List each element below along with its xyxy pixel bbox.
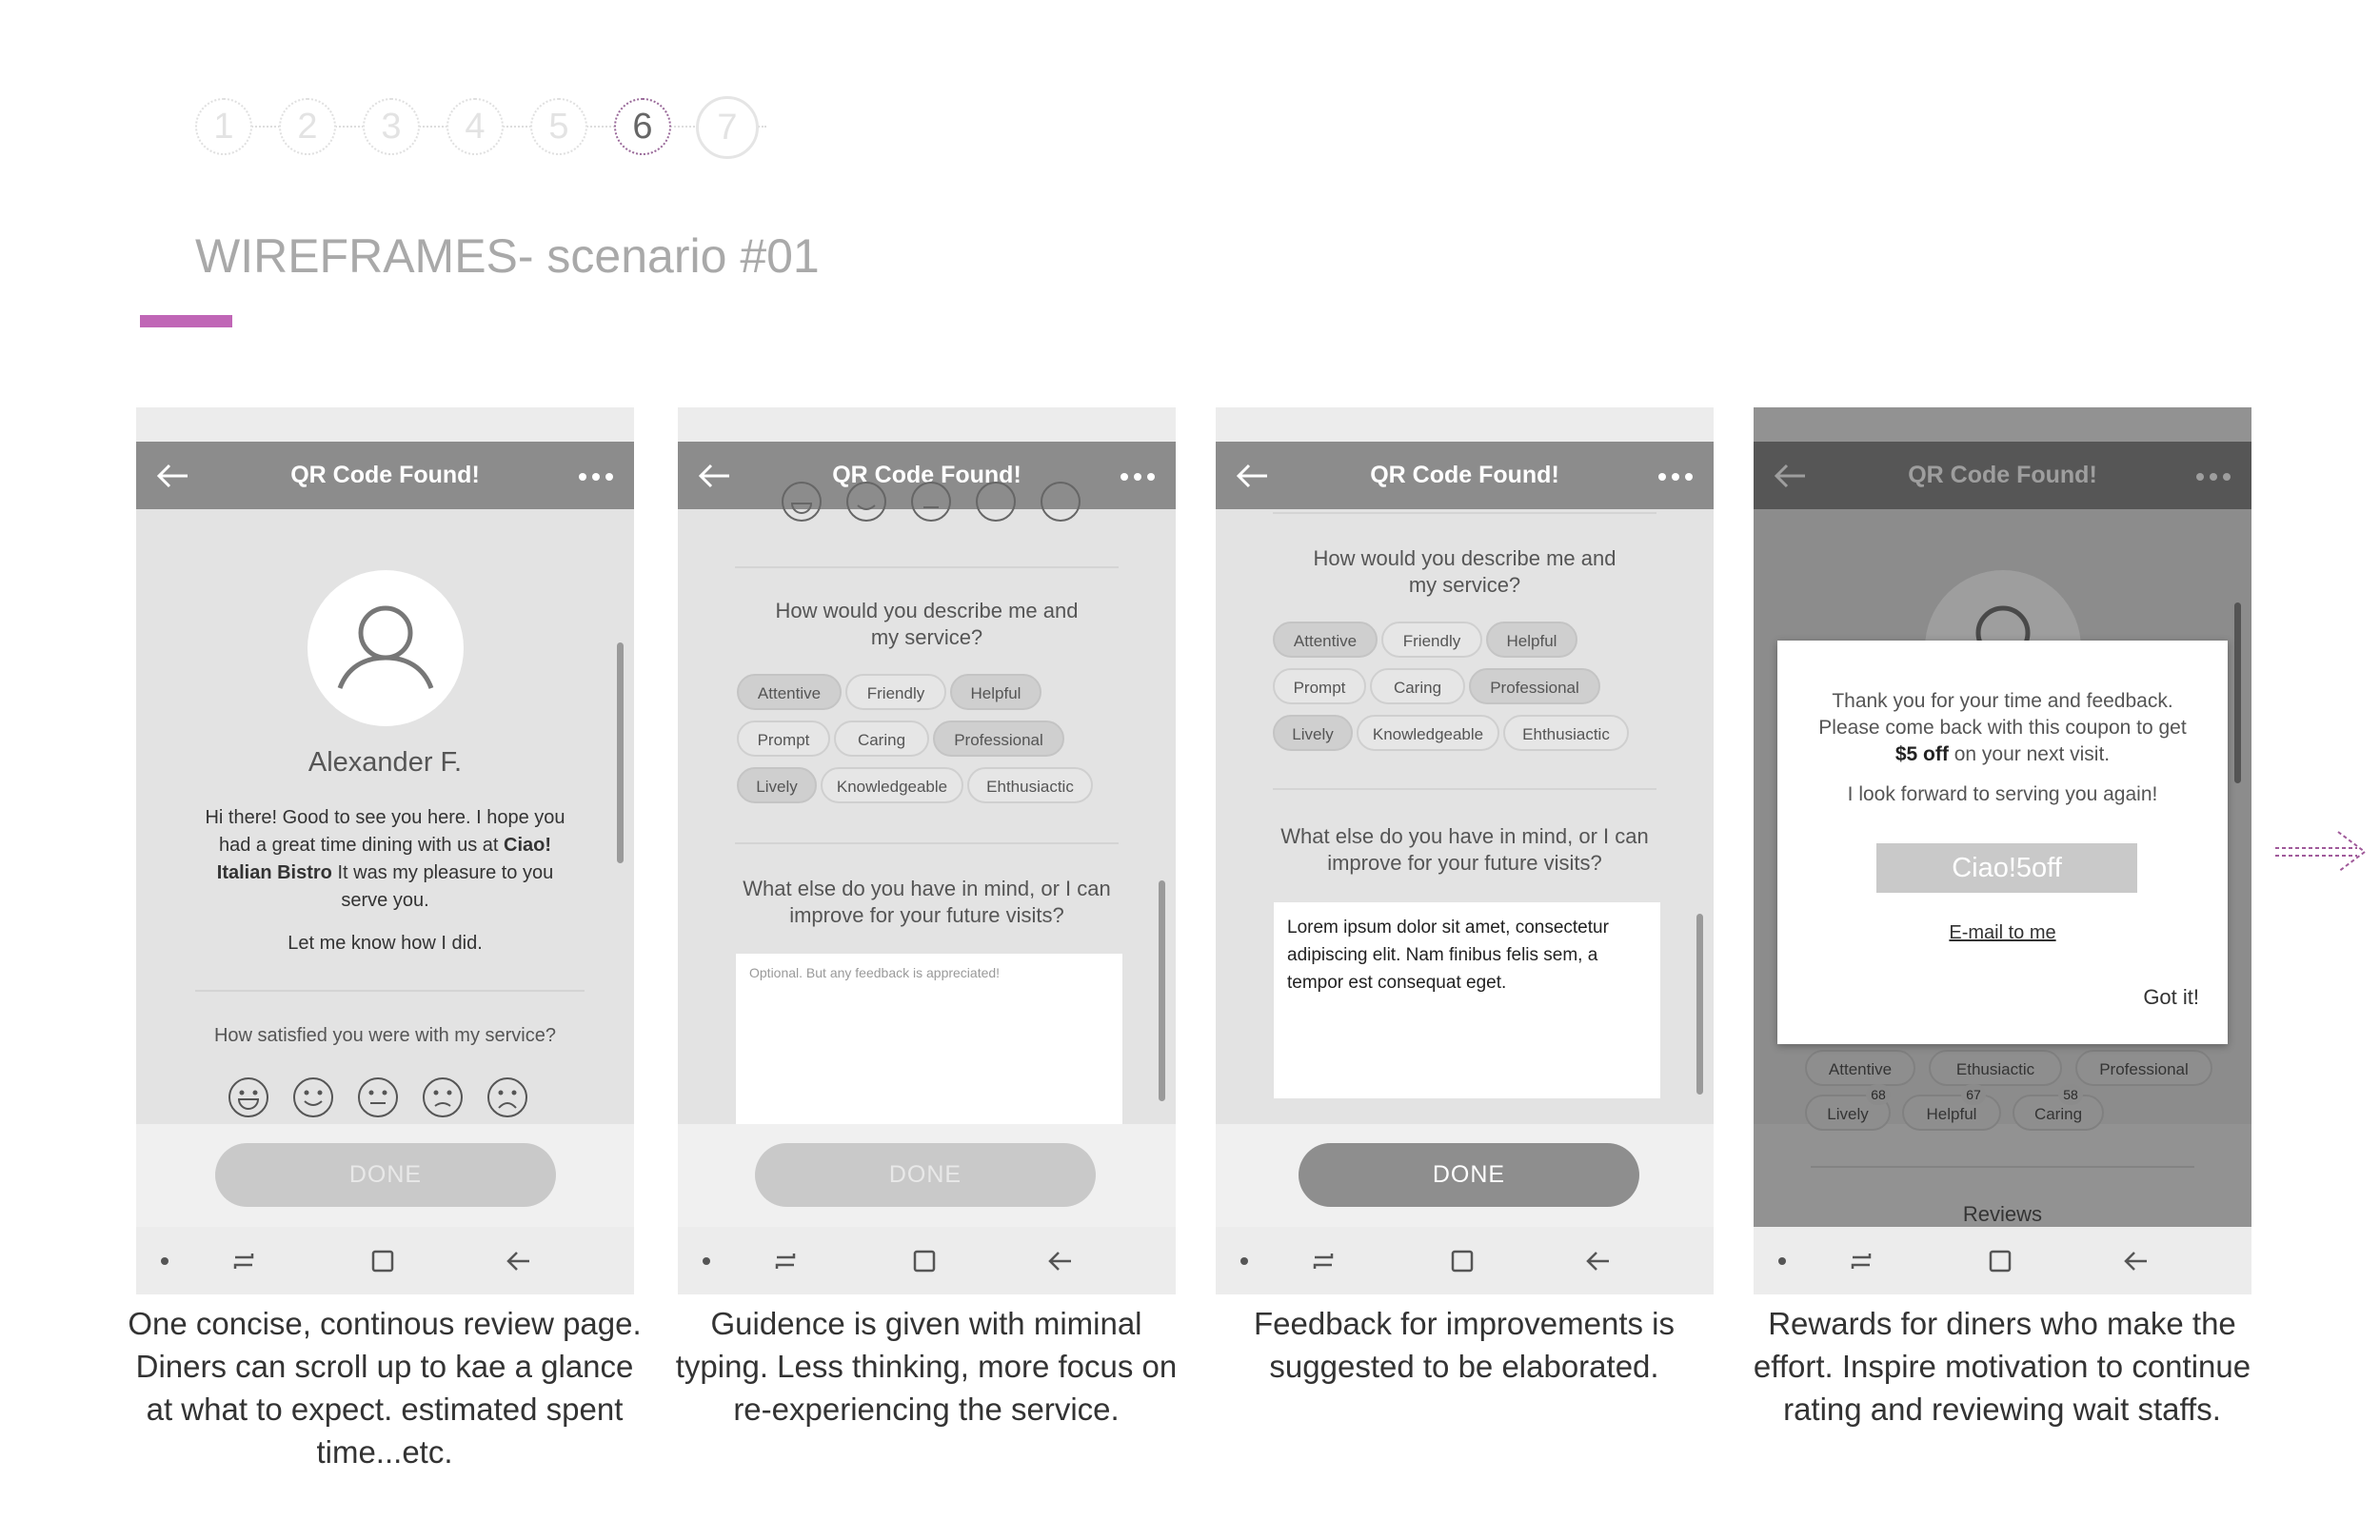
chip-helpful[interactable]: Helpful — [950, 674, 1041, 710]
describe-question-line-2: my service? — [1408, 573, 1521, 597]
divider — [195, 990, 585, 992]
modal-closing: I look forward to serving you again! — [1847, 783, 2158, 805]
discount-amount: $5 off — [1894, 743, 1949, 765]
progress-steps — [195, 98, 785, 155]
nav-back-icon[interactable] — [505, 1248, 533, 1274]
chip-friendly[interactable]: Friendly — [1381, 622, 1482, 658]
phone-screen-1 — [136, 407, 634, 1294]
app-bar-title: QR Code Found! — [832, 462, 1021, 488]
nav-back-icon[interactable] — [1046, 1248, 1075, 1274]
nav-dot-icon[interactable] — [1237, 1248, 1265, 1274]
modal-line-1: Thank you for your time and feedback. — [1832, 690, 2173, 712]
nav-back-icon[interactable] — [2122, 1248, 2151, 1274]
recent-apps-icon[interactable] — [1309, 1248, 1338, 1274]
more-options-icon[interactable] — [1121, 473, 1155, 481]
bottom-action-area — [1216, 1124, 1714, 1229]
greeting-line-2: had a great time dining with us at — [218, 835, 505, 856]
scrollbar[interactable] — [617, 642, 624, 863]
sad-face-icon[interactable] — [422, 1076, 464, 1118]
nav-dot-icon[interactable] — [1775, 1248, 1803, 1274]
user-icon — [307, 570, 464, 726]
chip-caring[interactable]: Caring — [1370, 668, 1465, 704]
caption-2: Guidence is given with miminal typing. Less thinking, more focus on re-experiencing the service. — [675, 1306, 1178, 1427]
step-4: 4 — [446, 98, 504, 155]
count-badge-helpful: 67 — [1961, 1084, 1986, 1105]
count-badge-lively: 68 — [1866, 1084, 1891, 1105]
very-sad-face-icon[interactable] — [1040, 481, 1081, 523]
step-6-current: 6 — [614, 98, 671, 155]
chip-enthusiastic[interactable]: Ehthusiactic — [967, 767, 1093, 803]
reviews-heading: Reviews — [1962, 1202, 2043, 1226]
step-5: 5 — [530, 98, 587, 155]
phone-screen-2 — [678, 407, 1176, 1294]
more-options-icon[interactable] — [579, 473, 613, 481]
chip-professional[interactable]: Professional — [933, 721, 1064, 757]
nav-dot-icon[interactable] — [157, 1248, 186, 1274]
divider — [735, 842, 1119, 844]
describe-question-line-1: How would you describe me and — [1313, 546, 1616, 570]
chip-professional[interactable]: Professional — [1469, 668, 1600, 704]
count-badge-caring: 58 — [2058, 1084, 2083, 1105]
system-nav-bar — [1216, 1227, 1714, 1294]
page-title: WIREFRAMES- scenario #01 — [195, 229, 820, 283]
review-content[interactable] — [678, 509, 1176, 1124]
more-options-icon[interactable] — [1658, 473, 1693, 481]
improve-question-line-2: improve for your future visits? — [1327, 851, 1602, 875]
feedback-input-filled[interactable] — [1274, 902, 1660, 1098]
caption-3: Feedback for improvements is suggested to be elaborated. — [1253, 1306, 1675, 1384]
recent-apps-icon[interactable] — [229, 1248, 258, 1274]
scrollbar[interactable] — [1696, 914, 1703, 1095]
chip-lively[interactable]: Lively — [737, 767, 817, 803]
sad-face-icon[interactable] — [975, 481, 1017, 523]
chip-enthusiastic[interactable]: Ehthusiactic — [1503, 715, 1629, 751]
system-nav-bar — [1754, 1227, 2251, 1294]
modal-line-2: Please come back with this coupon to get — [1818, 717, 2187, 739]
recent-apps-icon[interactable] — [771, 1248, 800, 1274]
restaurant-name-2: Italian Bistro — [216, 862, 332, 883]
feedback-input[interactable]: Optional. But any feedback is appreciated! — [736, 954, 1122, 1135]
app-bar-title: QR Code Found! — [1370, 462, 1559, 488]
chip-helpful: Helpful — [1902, 1095, 2001, 1131]
nav-back-icon[interactable] — [1584, 1248, 1613, 1274]
done-button-disabled[interactable]: DONE — [215, 1143, 556, 1207]
done-button[interactable]: DONE — [1299, 1143, 1639, 1207]
modal-message — [1777, 688, 2228, 768]
satisfaction-question: How satisfied you were with my service? — [213, 1025, 556, 1046]
chip-helpful[interactable]: Helpful — [1486, 622, 1577, 658]
step-3: 3 — [363, 98, 420, 155]
neutral-face-icon[interactable] — [357, 1076, 399, 1118]
chip-caring: Caring — [2013, 1095, 2104, 1131]
chip-caring[interactable]: Caring — [834, 721, 929, 757]
feedback-line-3: tempor est consequat eget. — [1287, 973, 1507, 993]
done-button-disabled[interactable]: DONE — [755, 1143, 1096, 1207]
greeting-line-1: Hi there! Good to see you here. I hope you — [205, 807, 565, 828]
improve-question — [678, 876, 1176, 929]
improve-question — [1216, 823, 1714, 877]
home-icon[interactable] — [909, 1248, 938, 1274]
chip-prompt[interactable]: Prompt — [1273, 668, 1366, 704]
app-bar-title: QR Code Found! — [1908, 462, 2097, 488]
improve-question-line-1: What else do you have in mind, or I can — [1280, 824, 1649, 848]
nav-dot-icon[interactable] — [699, 1248, 727, 1274]
happy-face-icon[interactable] — [292, 1076, 334, 1118]
satisfaction-faces-scrolled — [781, 481, 1104, 524]
greeting-line-4: serve you. — [341, 890, 429, 911]
email-link[interactable]: E-mail to me — [1949, 922, 2056, 943]
review-content[interactable] — [136, 509, 634, 1124]
neutral-face-icon[interactable] — [910, 481, 952, 523]
very-sad-face-icon[interactable] — [486, 1076, 528, 1118]
phone-screen-4 — [1754, 407, 2251, 1294]
avatar — [307, 570, 464, 726]
staff-name: Alexander F. — [307, 747, 463, 778]
reward-modal — [1777, 641, 2228, 1044]
chip-knowledgeable[interactable]: Knowledgeable — [1357, 715, 1499, 751]
chip-professional: Professional — [2075, 1050, 2212, 1086]
app-bar-title: QR Code Found! — [290, 462, 480, 488]
greeting-line-3: It was my pleasure to you — [331, 862, 554, 883]
recent-apps-icon[interactable] — [1847, 1248, 1875, 1274]
chip-attentive[interactable]: Attentive — [737, 674, 842, 710]
divider — [735, 566, 1119, 568]
review-content[interactable] — [1216, 509, 1714, 1124]
chip-lively[interactable]: Lively — [1273, 715, 1353, 751]
app-bar — [136, 442, 634, 509]
describe-question — [1216, 545, 1714, 599]
home-icon[interactable] — [367, 1248, 396, 1274]
system-nav-bar — [678, 1227, 1176, 1294]
greeting-text — [136, 804, 634, 915]
title-accent-bar — [140, 315, 232, 327]
bottom-action-area — [678, 1124, 1176, 1229]
system-nav-bar — [136, 1227, 634, 1294]
app-bar — [1216, 442, 1714, 509]
chip-lively: Lively — [1805, 1095, 1891, 1131]
phone-screen-3 — [1216, 407, 1714, 1294]
step-7: 7 — [696, 96, 759, 159]
improve-question-line-2: improve for your future visits? — [789, 903, 1064, 927]
home-icon[interactable] — [1447, 1248, 1476, 1274]
chip-attentive: Attentive — [1805, 1050, 1915, 1086]
improve-question-line-1: What else do you have in mind, or I can — [743, 877, 1111, 900]
chip-friendly[interactable]: Friendly — [845, 674, 946, 710]
describe-question-line-1: How would you describe me and — [775, 599, 1079, 622]
next-arrow-icon — [2273, 828, 2369, 876]
satisfaction-faces — [228, 1076, 551, 1120]
rating-prompt: Let me know how I did. — [288, 933, 483, 954]
caption-4: Rewards for diners who make the effort. Inspire motivation to continue rating and reviewing wait staffs. — [1753, 1306, 2251, 1427]
step-1: 1 — [195, 98, 252, 155]
step-2: 2 — [279, 98, 336, 155]
very-happy-face-icon[interactable] — [228, 1076, 269, 1118]
modal-line-3: on your next visit. — [1948, 743, 2111, 765]
divider — [1273, 512, 1656, 514]
chip-enthusiastic: Ethusiactic — [1929, 1050, 2062, 1086]
describe-question-line-2: my service? — [870, 625, 983, 649]
bottom-action-area — [136, 1124, 634, 1229]
scrollbar[interactable] — [1159, 880, 1165, 1101]
chip-attentive[interactable]: Attentive — [1273, 622, 1378, 658]
chip-knowledgeable[interactable]: Knowledgeable — [821, 767, 963, 803]
got-it-button[interactable]: Got it! — [2143, 985, 2199, 1009]
chip-prompt[interactable]: Prompt — [737, 721, 830, 757]
home-icon[interactable] — [1985, 1248, 2013, 1274]
feedback-line-2: adipiscing elit. Nam finibus felis sem, a — [1287, 945, 1598, 965]
divider — [1273, 788, 1656, 790]
restaurant-name-1: Ciao! — [504, 835, 552, 856]
coupon-code[interactable]: Ciao!5off — [1876, 843, 2137, 893]
describe-question — [678, 598, 1176, 651]
caption-1: One concise, continous review page. Diners can scroll up to kae a glance at what to expect. estimated spent time...etc. — [128, 1306, 642, 1470]
very-happy-face-icon[interactable] — [781, 481, 823, 523]
happy-face-icon[interactable] — [845, 481, 887, 523]
feedback-line-1: Lorem ipsum dolor sit amet, consectetur — [1287, 918, 1609, 938]
